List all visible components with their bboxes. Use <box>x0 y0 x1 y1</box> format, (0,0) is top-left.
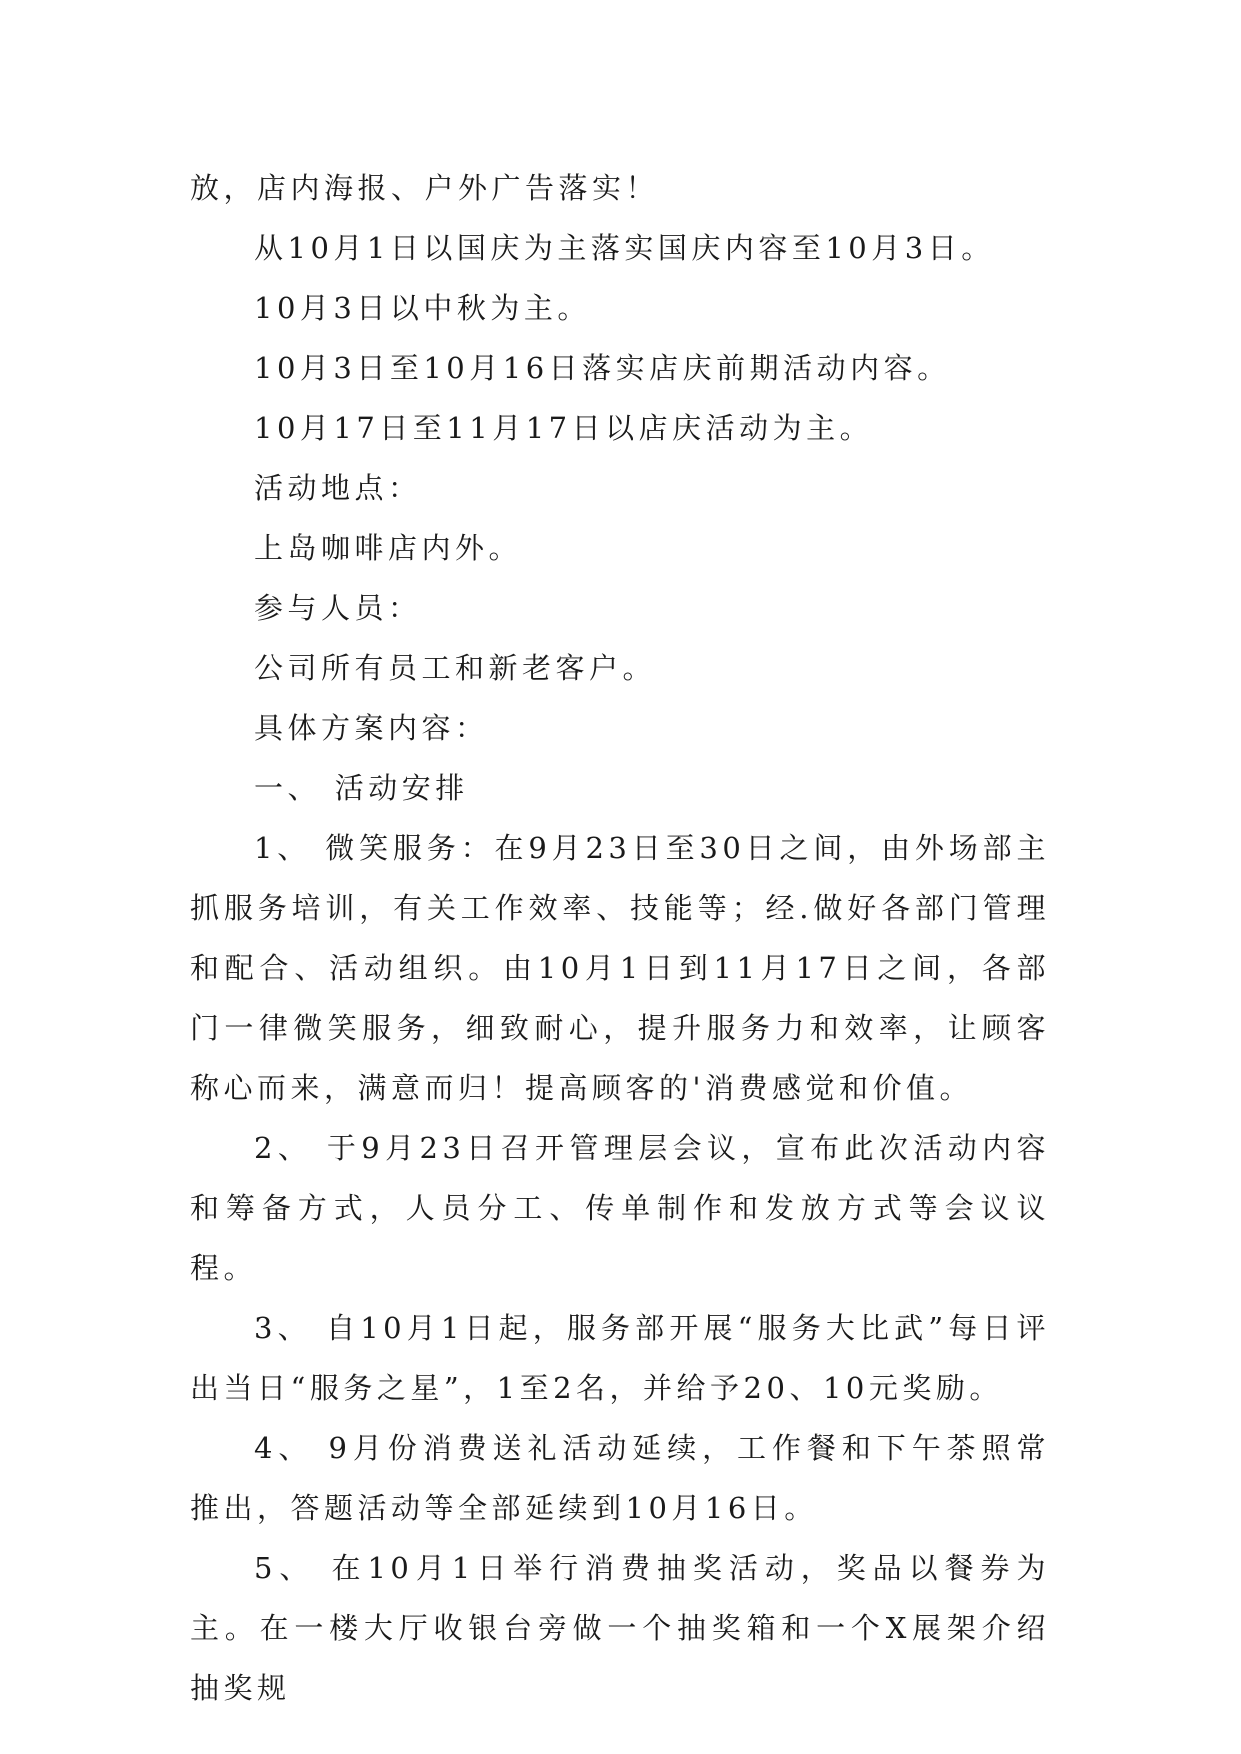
list-item-4: 4、 9月份消费送礼活动延续，工作餐和下午茶照常推出，答题活动等全部延续到10月16日。 <box>190 1431 1050 1525</box>
heading-participants: 参与人员： <box>254 591 422 625</box>
paragraph-anniversary: 10月17日至11月17日以店庆活动为主。 <box>254 411 874 445</box>
heading-plan-content: 具体方案内容： <box>254 711 489 745</box>
list-item-2: 2、 于9月23日召开管理层会议，宣布此次活动内容和筹备方式，人员分工、传单制作和发放方式等会议议程。 <box>190 1131 1050 1285</box>
list-item-1: 1、 微笑服务：在9月23日至30日之间，由外场部主抓服务培训，有关工作效率、技能等；经.做好各部门管理和配合、活动组织。由10月1日到11月17日之间，各部门一律微笑服务，细致耐心，提升服务力和效率，让顾客称心而来，满意而归！提高顾客的'消费感觉和价值。 <box>190 831 1050 1105</box>
paragraph-continued: 放，店内海报、户外广告落实！ <box>190 171 660 205</box>
list-item-3: 3、 自10月1日起，服务部开展“服务大比武”每日评出当日“服务之星”，1至2名，并给予20、10元奖励。 <box>190 1311 1050 1405</box>
paragraph-mid-autumn: 10月3日以中秋为主。 <box>254 291 591 325</box>
document-body <box>190 158 1050 1718</box>
heading-venue: 活动地点： <box>254 471 422 505</box>
heading-activity-arrangement: 一、 活动安排 <box>254 771 469 805</box>
list-item-5: 5、 在10月1日举行消费抽奖活动，奖品以餐券为主。在一楼大厅收银台旁做一个抽奖箱和一个X展架介绍抽奖规 <box>190 1551 1050 1705</box>
paragraph-venue: 上岛咖啡店内外。 <box>254 531 523 565</box>
paragraph-pre-anniversary: 10月3日至10月16日落实店庆前期活动内容。 <box>254 351 951 385</box>
paragraph-participants: 公司所有员工和新老客户。 <box>254 651 657 685</box>
paragraph-national-day: 从10月1日以国庆为主落实国庆内容至10月3日。 <box>254 231 995 265</box>
